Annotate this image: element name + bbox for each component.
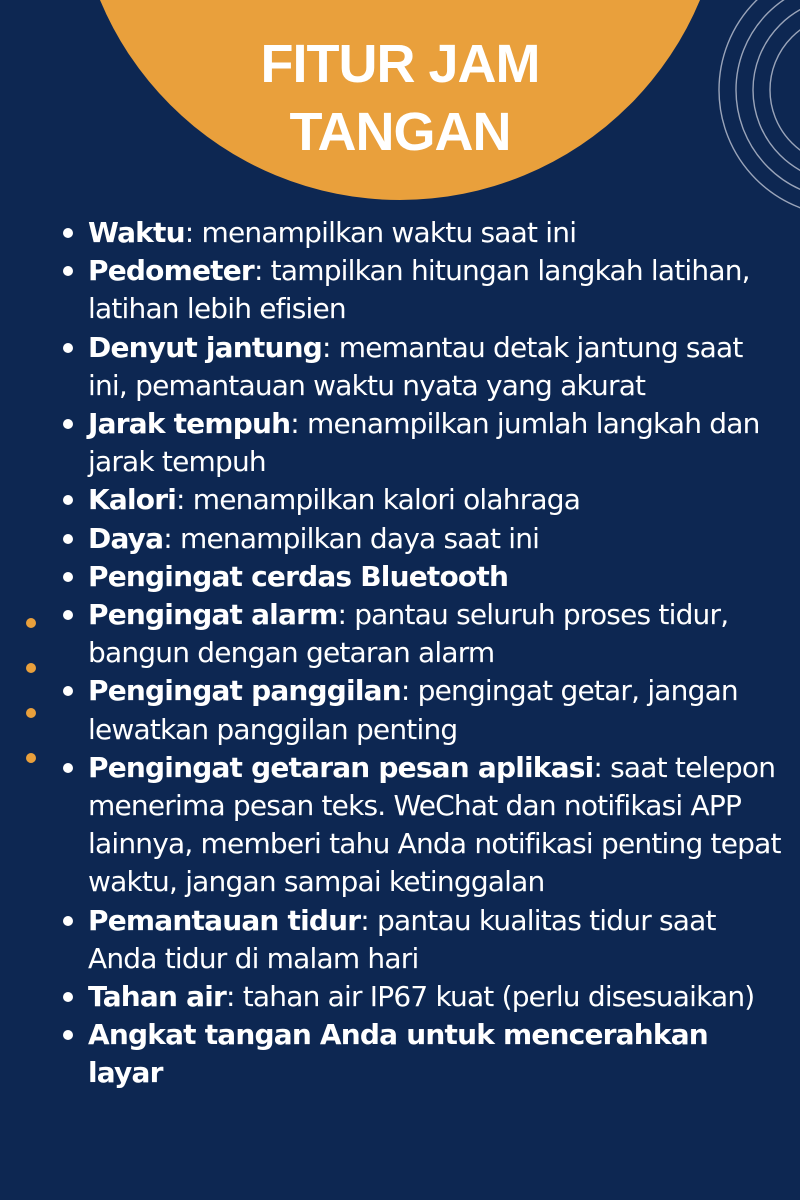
feature-name: Pengingat alarm	[88, 598, 338, 632]
feature-description: : tahan air IP67 kuat (perlu disesuaikan)	[226, 980, 755, 1014]
feature-name: Daya	[88, 521, 164, 555]
feature-item	[88, 1016, 788, 1092]
feature-description: : pantau seluruh proses tidur, bangun dengan getaran alarm	[88, 598, 729, 670]
title-line-2: TANGAN	[289, 102, 511, 162]
feature-item	[88, 558, 788, 596]
feature-item	[88, 978, 788, 1016]
page-title	[150, 30, 650, 166]
title-line-1: FITUR JAM	[260, 34, 540, 94]
feature-name: Pengingat panggilan	[88, 674, 401, 708]
feature-description: : pantau kualitas tidur saat Anda tidur di malam hari	[88, 903, 716, 975]
feature-name: Kalori	[88, 483, 177, 517]
feature-name: Jarak tempuh	[88, 407, 291, 441]
feature-item	[88, 481, 788, 519]
feature-name: Tahan air	[88, 980, 226, 1014]
feature-description: : menampilkan jumlah langkah dan jarak tempuh	[88, 407, 760, 479]
feature-name: Pemantauan tidur	[88, 903, 361, 937]
feature-description: : menampilkan waktu saat ini	[184, 216, 577, 249]
feature-description: : memantau detak jantung saat ini, pemantauan waktu nyata yang akurat	[88, 330, 743, 402]
feature-item	[88, 520, 788, 558]
feature-name: Waktu	[88, 216, 185, 249]
feature-name: Pedometer	[88, 254, 254, 288]
feature-item	[88, 252, 788, 328]
feature-description: : tampilkan hitungan langkah latihan, latihan lebih efisien	[88, 254, 750, 326]
feature-item	[88, 214, 788, 252]
feature-description: : saat telepon menerima pesan teks. WeChat dan notifikasi APP lainnya, memberi tahu Anda notifikasi penting tepat waktu, jangan sampai ketinggalan	[88, 750, 781, 899]
feature-description: : pengingat getar, jangan lewatkan panggilan penting	[88, 674, 738, 746]
feature-list	[88, 214, 788, 1093]
feature-item	[88, 902, 788, 978]
feature-item	[88, 749, 788, 902]
feature-item	[88, 672, 788, 748]
feature-item	[88, 329, 788, 405]
concentric-rings-decoration	[719, 0, 800, 216]
dot-decoration	[26, 618, 36, 763]
feature-description: : menampilkan kalori olahraga	[176, 483, 581, 517]
feature-item	[88, 405, 788, 481]
feature-item	[88, 596, 788, 672]
feature-description: : menampilkan daya saat ini	[163, 521, 540, 555]
feature-name: Pengingat cerdas Bluetooth	[88, 559, 509, 593]
feature-name: Angkat tangan Anda untuk mencerahkan layar	[88, 1018, 708, 1090]
feature-name: Denyut jantung	[88, 330, 323, 364]
feature-name: Pengingat getaran pesan aplikasi	[88, 750, 594, 784]
